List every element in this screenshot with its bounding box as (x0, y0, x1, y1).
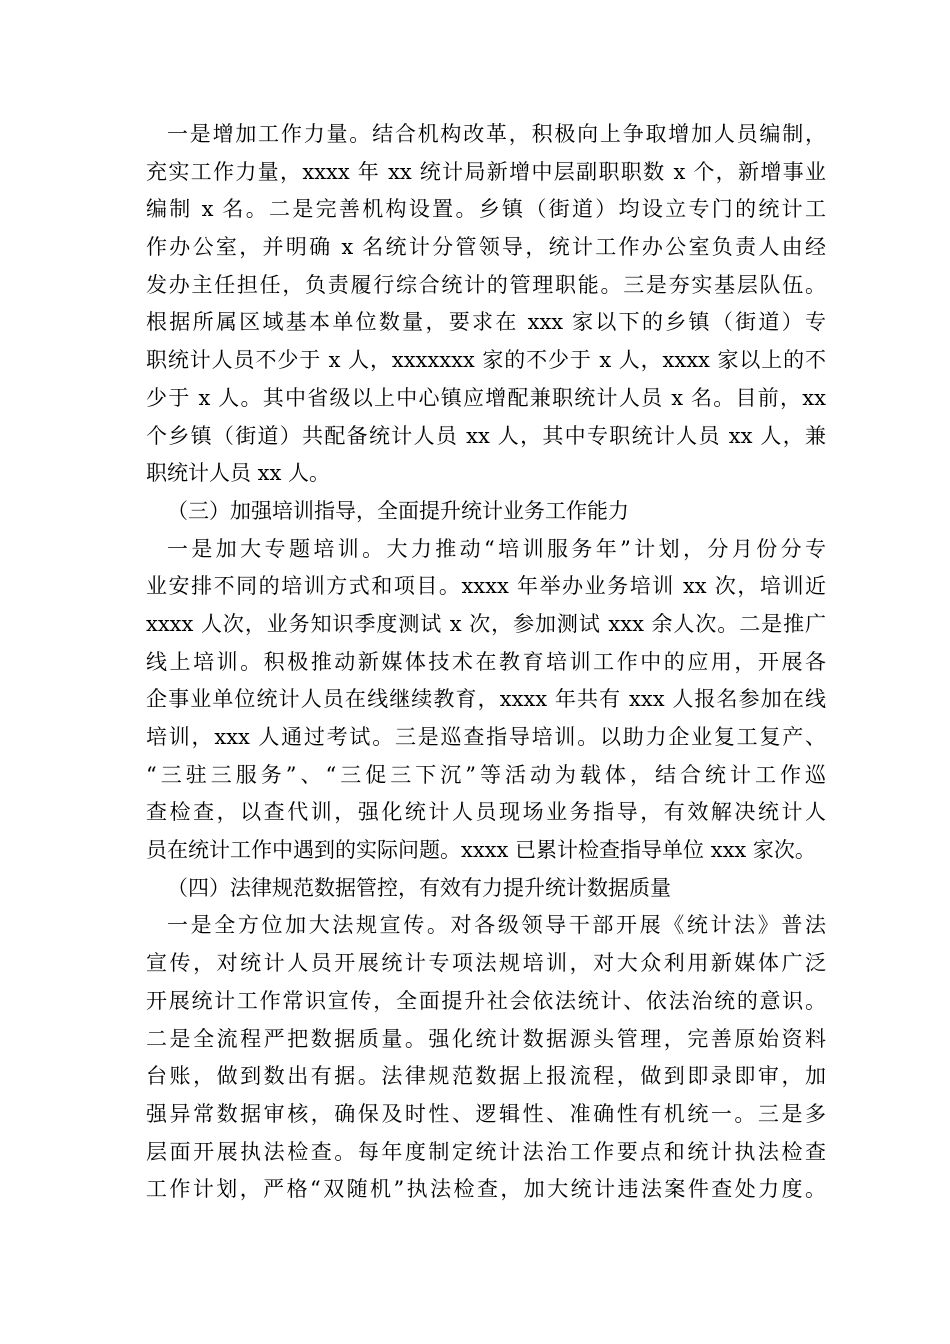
section-heading-training (146, 493, 826, 531)
text-line: 少于 x 人。其中省级以上中心镇应增配兼职统计人员 x 名。目前，xx (146, 385, 826, 410)
paragraph-data-quality (146, 907, 826, 1209)
text-line: 个乡镇（街道）共配备统计人员 xx 人，其中专职统计人员 xx 人，兼 (146, 423, 826, 448)
text-line: 查检查，以查代训，强化统计人员现场业务指导，有效解决统计人 (146, 800, 826, 825)
text-line: 工作计划，严格“双随机”执法检查，加大统计违法案件查处力度。 (146, 1177, 826, 1202)
text-line: 开展统计工作常识宣传，全面提升社会依法统计、依法治统的意识。 (146, 988, 826, 1013)
paragraph-training (146, 531, 826, 870)
text-line: 企事业单位统计人员在线继续教育，xxxx 年共有 xxx 人报名参加在线 (146, 687, 826, 712)
text-line: 线上培训。积极推动新媒体技术在教育培训工作中的应用，开展各 (146, 649, 826, 674)
text-line: 充实工作力量，xxxx 年 xx 统计局新增中层副职职数 x 个，新增事业 (146, 159, 826, 184)
text-line: 业安排不同的培训方式和项目。xxxx 年举办业务培训 xx 次，培训近 (146, 574, 826, 599)
text-line: 一是加大专题培训。大力推动“培训服务年”计划，分月份分专 (167, 536, 826, 561)
section-heading: （四）法律规范数据管控，有效有力提升统计数据质量 (167, 875, 671, 900)
text-line: 员在统计工作中遇到的实际问题。xxxx 已累计检查指导单位 xxx 家次。 (146, 838, 816, 863)
section-heading: （三）加强培训指导，全面提升统计业务工作能力 (167, 498, 629, 523)
text-line: 层面开展执法检查。每年度制定统计法治工作要点和统计执法检查 (146, 1139, 826, 1164)
section-heading-data-quality (146, 870, 826, 908)
text-line: 培训，xxx 人通过考试。三是巡查指导培训。以助力企业复工复产、 (146, 725, 826, 749)
text-line: 宣传，对统计人员开展统计专项法规培训，对大众利用新媒体广泛 (146, 951, 826, 976)
text-line: 一是全方位加大法规宣传。对各级领导干部开展《统计法》普法 (167, 913, 826, 938)
text-line: 台账，做到数出有据。法律规范数据上报流程，做到即录即审，加 (146, 1064, 826, 1089)
text-line: “三驻三服务”、“三促三下沉”等活动为载体，结合统计工作巡 (146, 762, 826, 787)
text-line: 根据所属区域基本单位数量，要求在 xxx 家以下的乡镇（街道）专 (146, 310, 826, 335)
text-line: 作办公室，并明确 x 名统计分管领导，统计工作办公室负责人由经 (146, 235, 826, 260)
text-line: 职统计人员 xx 人。 (146, 461, 331, 486)
text-line: 发办主任担任，负责履行综合统计的管理职能。三是夯实基层队伍。 (146, 272, 826, 297)
text-line: 职统计人员不少于 x 人，xxxxxxx 家的不少于 x 人，xxxx 家以上的不 (146, 348, 826, 373)
text-line: 强异常数据审核，确保及时性、逻辑性、准确性有机统一。三是多 (146, 1101, 826, 1126)
paragraph-staffing (146, 116, 826, 493)
text-line: 二是全流程严把数据质量。强化统计数据源头管理，完善原始资料 (146, 1026, 826, 1051)
document-body (146, 116, 826, 1209)
text-line: 编制 x 名。二是完善机构设置。乡镇（街道）均设立专门的统计工 (146, 197, 826, 222)
text-line: xxxx 人次，业务知识季度测试 x 次，参加测试 xxx 余人次。二是推广 (146, 611, 826, 636)
text-line: 一是增加工作力量。结合机构改革，积极向上争取增加人员编制， (167, 122, 826, 146)
